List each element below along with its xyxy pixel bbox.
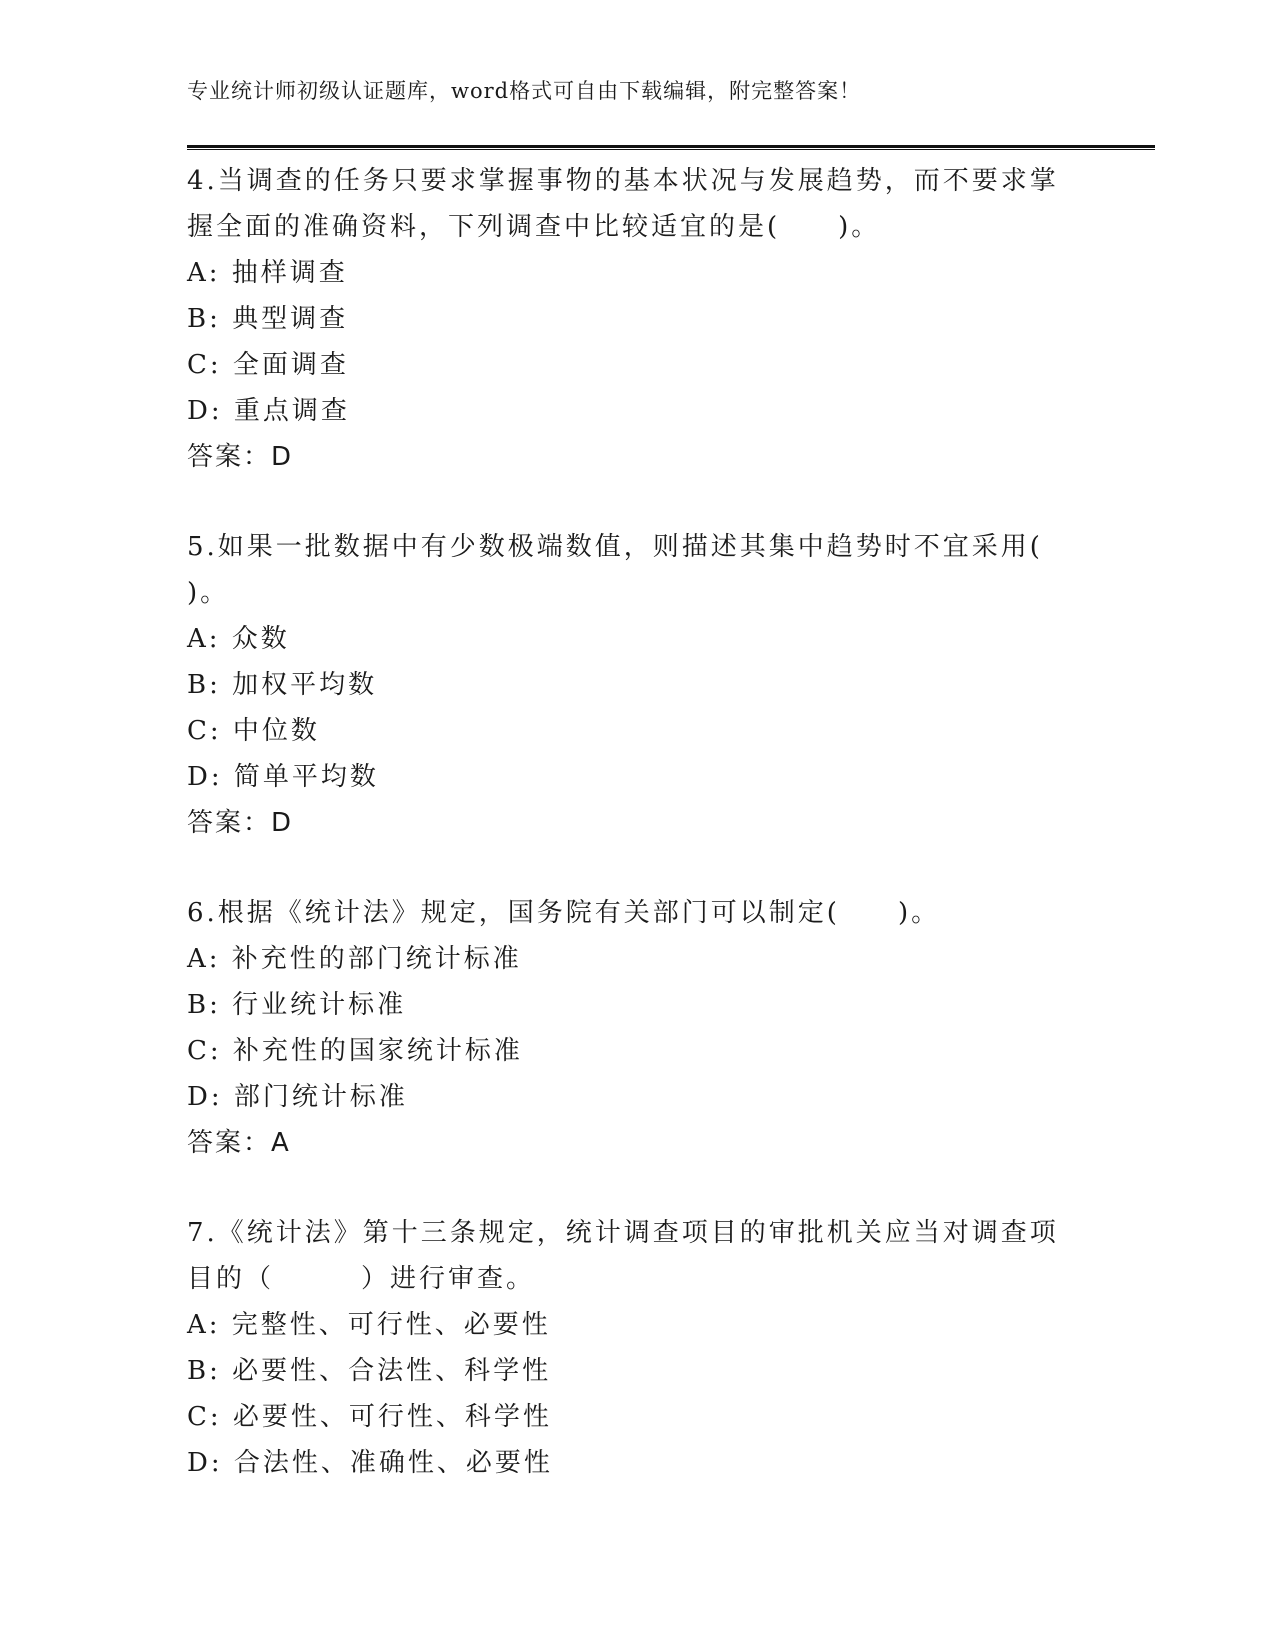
question-stem: 6.根据《统计法》规定，国务院有关部门可以制定( )。 [187, 898, 941, 928]
option-d: D: 部门统计标准 [187, 1082, 408, 1112]
option-a: A: 抽样调查 [187, 258, 348, 288]
option-d: D: 简单平均数 [187, 762, 379, 792]
option-b: B: 加权平均数 [187, 670, 378, 700]
option-a: A: 完整性、可行性、必要性 [187, 1310, 551, 1340]
option-b: B: 必要性、合法性、科学性 [187, 1356, 552, 1386]
option-d: D: 合法性、准确性、必要性 [187, 1448, 553, 1478]
option-b: B: 行业统计标准 [187, 990, 407, 1020]
option-c: C: 全面调查 [187, 350, 349, 380]
option-d: D: 重点调查 [187, 396, 350, 426]
option-c: C: 中位数 [187, 716, 320, 746]
page-header: 专业统计师初级认证题库，word格式可自由下载编辑，附完整答案！ [187, 79, 862, 103]
question-6 [187, 890, 1087, 1166]
option-a: A: 众数 [187, 624, 290, 654]
option-b: B: 典型调查 [187, 304, 349, 334]
question-5 [187, 524, 1101, 846]
answer-line: 答案：A [187, 1128, 291, 1158]
question-stem: 5.如果一批数据中有少数极端数值，则描述其集中趋势时不宜采用( )。 [187, 532, 1101, 608]
question-stem: 7.《统计法》第十三条规定，统计调查项目的审批机关应当对调查项目的（ ）进行审查。 [187, 1218, 1059, 1294]
answer-line: 答案：D [187, 442, 294, 472]
question-list [187, 158, 1101, 1486]
question-7 [187, 1210, 1087, 1486]
question-stem: 4.当调查的任务只要求掌握事物的基本状况与发展趋势，而不要求掌握全面的准确资料，下列调查中比较适宜的是( )。 [187, 166, 1059, 242]
answer-line: 答案：D [187, 808, 294, 838]
question-4 [187, 158, 1087, 480]
option-c: C: 必要性、可行性、科学性 [187, 1402, 552, 1432]
header-divider [187, 145, 1155, 150]
option-a: A: 补充性的部门统计标准 [187, 944, 522, 974]
option-c: C: 补充性的国家统计标准 [187, 1036, 523, 1066]
